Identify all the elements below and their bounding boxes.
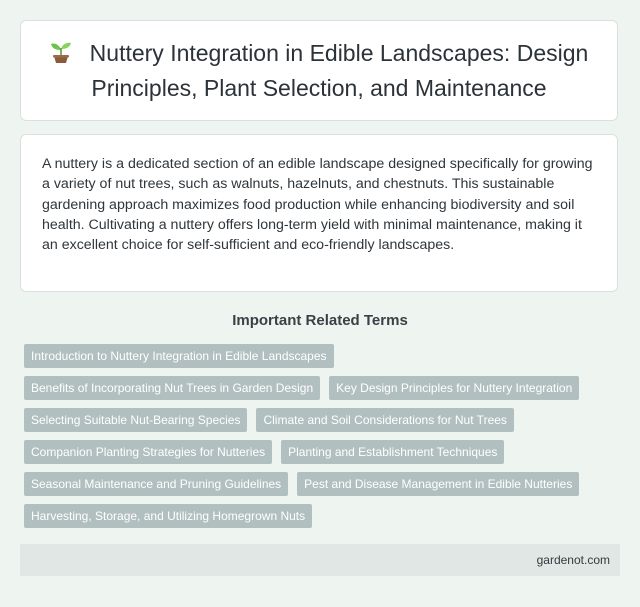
related-term-tag[interactable]: Companion Planting Strategies for Nutteries [24, 440, 272, 464]
page-title-text: Nuttery Integration in Edible Landscapes: Design Principles, Plant Selection, and Maintenance [89, 40, 589, 101]
page-title [21, 37, 617, 104]
related-term-tag[interactable]: Benefits of Incorporating Nut Trees in Garden Design [24, 376, 320, 400]
related-term-tag[interactable]: Planting and Establishment Techniques [281, 440, 504, 464]
related-term-tag[interactable]: Key Design Principles for Nuttery Integration [329, 376, 579, 400]
description-text: A nuttery is a dedicated section of an edible landscape designed specifically for growing a variety of nut trees, such as walnuts, hazelnuts, and chestnuts. This sustainable gardening approach maximizes food production while enhancing biodiversity and soil health. Cultivating a nuttery offers long-term yield with minimal maintenance, making it an excellent choice for self-sufficient and eco-friendly landscapes. [42, 156, 593, 254]
title-card [20, 20, 618, 121]
footer-site-link[interactable]: gardenot.com [536, 553, 610, 567]
related-terms-list [24, 344, 624, 536]
related-term-tag[interactable]: Pest and Disease Management in Edible Nutteries [297, 472, 579, 496]
related-term-tag[interactable]: Climate and Soil Considerations for Nut Trees [256, 408, 513, 432]
related-terms-heading: Important Related Terms [232, 312, 408, 329]
related-term-tag[interactable]: Seasonal Maintenance and Pruning Guidelines [24, 472, 288, 496]
related-term-tag[interactable]: Harvesting, Storage, and Utilizing Homegrown Nuts [24, 504, 312, 528]
description-card [20, 134, 618, 292]
related-term-tag[interactable]: Introduction to Nuttery Integration in Edible Landscapes [24, 344, 334, 368]
footer [20, 544, 620, 576]
sprout-icon [50, 40, 72, 72]
related-term-tag[interactable]: Selecting Suitable Nut-Bearing Species [24, 408, 247, 432]
